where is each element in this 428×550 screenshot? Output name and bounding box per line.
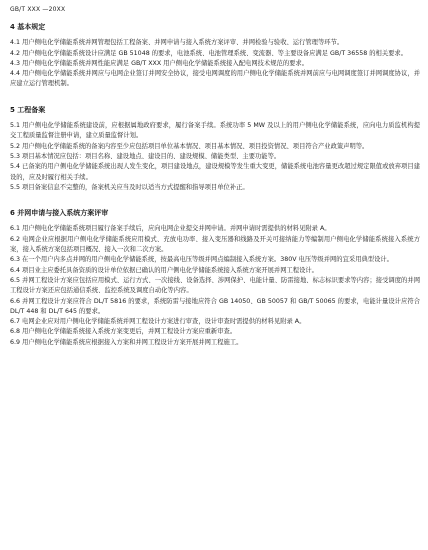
clause-6-6: 6.6 并网工程设计方案应符合 DL/T 5816 的要求，系统防雷与接地应符合 GB 14050、GB 50057 和 GB/T 50065 的要求，电能计量设计应符合 DL/T 448 和 DL/T 645 的要求。	[10, 297, 420, 315]
clause-6-3: 6.3 在一个用户内多点并网的用户侧电化学储能系统，按最高电压等级并网点编制接入系统方案。380V 电压等级并网的宜采用典型设计。	[10, 256, 393, 264]
clause-4-3: 4.3 用户侧电化学储能系统并网性能应满足 GB/T XXX 用户侧电化学储能系统接入配电网技术规范的要求。	[10, 59, 309, 67]
clause-4-1: 4.1 用户侧电化学储能系统并网管理包括工程备案、并网申请与接入系统方案评审、并网检验与验收、运行管理等环节。	[10, 39, 344, 47]
clause-6-5: 6.5 并网工程设计方案应包括应用模式、运行方式、一次接线、设备选择、涉网保护、电能计量、防雷接地、标志标识要求等内容；接受调度的并网工程设计方案还应包括通信系统、监控系统及调度自动化等内容。	[10, 276, 420, 295]
clause-4-4: 4.4 用户侧电化学储能系统并网应与电网企业签订并网安全协议，接受电网调度的用户侧电化学储能系统并网前应与电网调度签订并网调度协议，并应建立运行管理机制。	[10, 70, 420, 88]
clause-6-2: 6.2 电网企业应根据用户侧电化学储能系统应用模式、充放电功率、接入变压器和线路及开关可接纳能力等编制用户侧电化学储能系统接入系统方案，接入系统方案包括项目概况、接入一次和二次方案。	[10, 235, 420, 254]
clause-6-1: 6.1 用户侧电化学储能系统项目履行备案手续后，应向电网企业提交并网申请。并网申请时需提供的材料见附录 A。	[10, 225, 331, 233]
section-heading-basic-rules: 4 基本规定	[10, 23, 46, 31]
clause-6-7: 6.7 电网企业应对用户侧电化学储能系统并网工程设计方案进行审查，设计审查时需提供的材料见附录 A。	[10, 318, 306, 326]
clause-5-1: 5.1 用户侧电化学储能系统建设前，应根据属地政府要求，履行备案手续。系统功率 5 MW 及以上的用户侧电化学储能系统，应向电力质监机构提交工程质量监督注册申请，建立质量监督计划。	[10, 122, 420, 140]
clause-5-2: 5.2 用户侧电化学储能系统的备案内容至少应包括项目单位基本情况、项目基本情况、项目投资情况、项目符合产业政策声明等。	[10, 142, 369, 150]
document-header-code: GB/T XXX —20XX	[10, 6, 66, 13]
clause-5-5: 5.5 项目备案信息不完整的，备案机关应当及时以适当方式提醒和指导项目单位补正。	[10, 183, 249, 191]
clause-5-3: 5.3 项目基本情况应包括：项目名称、建设地点、建设目的、建设规模、储能类型、主要功能等。	[10, 152, 281, 160]
clause-5-4: 5.4 已备案的用户侧电化学储能系统出现人发生变化，项目建设地点，建设规模等发生重大变更，储能系统电池容量更改超过规定限值或放弃项目建设的，应及时履行相关手续。	[10, 163, 420, 181]
clause-6-9: 6.9 用户侧电化学储能系统应根据接入方案和并网工程设计方案开展并网工程施工。	[10, 338, 243, 346]
clause-6-4: 6.4 项目业主应委托具备资质的设计单位依据已确认的用户侧电化学储能系统接入系统方案开展并网工程设计。	[10, 266, 318, 274]
section-heading-grid-application: 6 并网申请与接入系统方案评审	[10, 209, 109, 218]
section-heading-project-filing: 5 工程备案	[10, 105, 46, 114]
clause-4-2: 4.2 用户侧电化学储能系统设计应满足 GB 51048 的要求，电池系统、电池管理系统、变流器、等主要设备应满足 GB/T 36558 的相关要求。	[10, 49, 408, 57]
document-body	[10, 22, 420, 348]
clause-6-8: 6.8 用户侧电化学储能系统接入系统方案变更后，并网工程设计方案应重新审查。	[10, 328, 237, 336]
